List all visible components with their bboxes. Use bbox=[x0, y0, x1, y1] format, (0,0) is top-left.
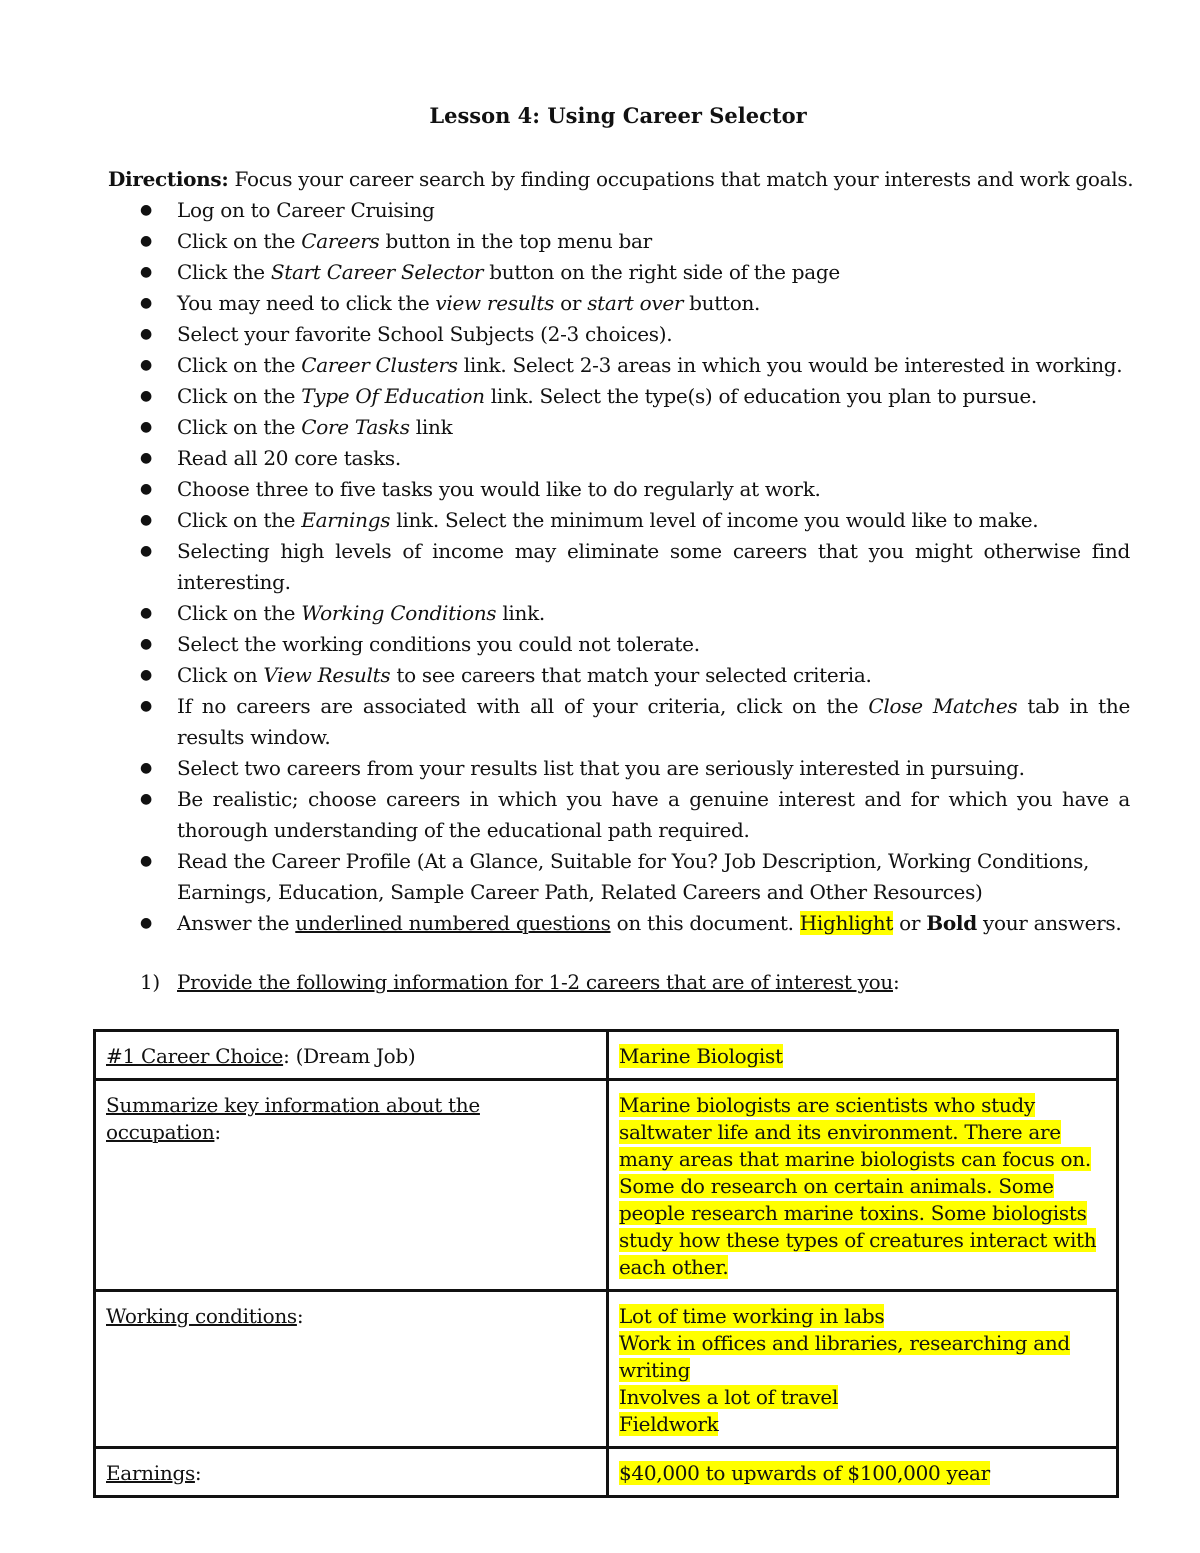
steps-list bbox=[140, 195, 1130, 939]
step-text: Click on the bbox=[177, 508, 302, 532]
step-text: your answers. bbox=[976, 911, 1122, 935]
step-text: Select the working conditions you could not tolerate. bbox=[177, 632, 700, 656]
step-text: Click on the bbox=[177, 384, 302, 408]
question-text: Provide the following information for 1-2 careers that are of interest you bbox=[177, 970, 893, 994]
working-condition-line[interactable]: Fieldwork bbox=[619, 1412, 719, 1436]
career-choice-answer-cell[interactable] bbox=[608, 1031, 1118, 1080]
step-text: Click on the bbox=[177, 415, 302, 439]
step-text: Select your favorite School Subjects (2-3 choices). bbox=[177, 322, 673, 346]
working-conditions-answer-cell[interactable] bbox=[608, 1291, 1118, 1448]
table-row bbox=[95, 1291, 1118, 1448]
step-text: Be realistic; choose careers in which you have a genuine interest and for which you have a thorough understanding of the educational path required. bbox=[177, 787, 1130, 842]
step-text: button in the top menu bar bbox=[379, 229, 652, 253]
list-item bbox=[140, 226, 1130, 257]
step-text: button. bbox=[683, 291, 761, 315]
label-text: Earnings bbox=[106, 1461, 195, 1485]
list-item bbox=[140, 629, 1130, 660]
list-item bbox=[140, 536, 1130, 598]
career-choice-label-cell bbox=[95, 1031, 608, 1080]
list-item bbox=[140, 691, 1130, 753]
career-table bbox=[93, 1029, 1119, 1498]
label-text: Working conditions bbox=[106, 1304, 297, 1328]
step-text: or bbox=[893, 911, 927, 935]
step-text: tab in the results window. bbox=[177, 694, 1130, 749]
working-condition-line[interactable]: Work in offices and libraries, researching and writing bbox=[619, 1331, 1070, 1382]
directions-label: Directions: bbox=[108, 167, 229, 191]
step-text: Click on bbox=[177, 663, 264, 687]
step-text: link. Select the minimum level of income you would like to make. bbox=[390, 508, 1039, 532]
step-text: Click on the bbox=[177, 229, 302, 253]
label-suffix: : bbox=[214, 1120, 221, 1144]
label-underlined bbox=[106, 1044, 283, 1068]
step-text: Log on to Career Cruising bbox=[177, 198, 435, 222]
highlighted-text: Highlight bbox=[799, 911, 894, 935]
step-emphasis: view results bbox=[435, 291, 555, 315]
summary-answer[interactable]: Marine biologists are scientists who study saltwater life and its environment. There are many areas that marine biologists can focus on. Some do research on certain animals. Some people research marine toxins. Some biologists study how these types of creatures interact with each other. bbox=[619, 1093, 1097, 1279]
question-number: 1) bbox=[140, 970, 160, 994]
step-emphasis: Earnings bbox=[301, 508, 391, 532]
step-text: on this document. bbox=[610, 911, 800, 935]
list-item bbox=[140, 474, 1130, 505]
list-item bbox=[140, 443, 1130, 474]
step-text: Click on the bbox=[177, 601, 302, 625]
step-text: Click on the bbox=[177, 353, 302, 377]
step-text: Answer the bbox=[177, 911, 296, 935]
label-suffix: : (Dream Job) bbox=[283, 1044, 416, 1068]
step-emphasis: Start Career Selector bbox=[270, 260, 484, 284]
step-text: Read all 20 core tasks. bbox=[177, 446, 401, 470]
step-emphasis: Career Clusters bbox=[301, 353, 458, 377]
step-text: Read the Career Profile (At a Glance, Suitable for You? Job Description, Working Conditions, Earnings, Education, Sample Career Path, Related Careers and Other Resources) bbox=[177, 849, 1090, 904]
question-1 bbox=[140, 967, 899, 998]
list-item bbox=[140, 598, 1130, 629]
step-text: Click the bbox=[177, 260, 271, 284]
earnings-answer[interactable]: $40,000 to upwards of $100,000 year bbox=[619, 1461, 990, 1485]
page-title: Lesson 4: Using Career Selector bbox=[429, 103, 807, 128]
list-item bbox=[140, 908, 1130, 939]
list-item bbox=[140, 288, 1130, 319]
career-choice-answer[interactable]: Marine Biologist bbox=[619, 1044, 783, 1068]
directions-text: Focus your career search by finding occupations that match your interests and work goals. bbox=[228, 167, 1134, 191]
step-emphasis: Type Of Education bbox=[301, 384, 485, 408]
step-text: link. Select 2-3 areas in which you would be interested in working. bbox=[457, 353, 1123, 377]
step-emphasis: Core Tasks bbox=[301, 415, 410, 439]
step-text: Choose three to five tasks you would like to do regularly at work. bbox=[177, 477, 821, 501]
step-emphasis: Close Matches bbox=[868, 694, 1018, 718]
table-row bbox=[95, 1448, 1118, 1497]
step-text: to see careers that match your selected criteria. bbox=[390, 663, 872, 687]
summary-label-cell bbox=[95, 1080, 608, 1291]
step-emphasis: Working Conditions bbox=[301, 601, 497, 625]
list-item bbox=[140, 257, 1130, 288]
step-text: or bbox=[554, 291, 588, 315]
working-condition-line[interactable]: Involves a lot of travel bbox=[619, 1385, 839, 1409]
summary-answer-cell[interactable] bbox=[608, 1080, 1118, 1291]
list-item bbox=[140, 505, 1130, 536]
list-item bbox=[140, 660, 1130, 691]
list-item bbox=[140, 784, 1130, 846]
step-text: You may need to click the bbox=[177, 291, 436, 315]
step-text: button on the right side of the page bbox=[483, 260, 840, 284]
question-suffix: : bbox=[893, 970, 900, 994]
label-suffix: : bbox=[296, 1304, 304, 1328]
table-row bbox=[95, 1031, 1118, 1080]
bold-text: Bold bbox=[926, 911, 977, 935]
step-text: link bbox=[409, 415, 453, 439]
step-text: If no careers are associated with all of your criteria, click on the bbox=[177, 694, 869, 718]
list-item bbox=[140, 195, 1130, 226]
list-item bbox=[140, 846, 1130, 908]
label-text: #1 Career Choice bbox=[106, 1044, 284, 1068]
list-item bbox=[140, 350, 1130, 381]
label-suffix: : bbox=[194, 1461, 202, 1485]
step-text: link. bbox=[496, 601, 545, 625]
earnings-label-cell bbox=[95, 1448, 608, 1497]
directions-paragraph bbox=[108, 164, 1138, 195]
earnings-answer-cell[interactable] bbox=[608, 1448, 1118, 1497]
underlined-text: underlined numbered questions bbox=[295, 911, 611, 935]
step-text: link. Select the type(s) of education you plan to pursue. bbox=[484, 384, 1037, 408]
step-text: Select two careers from your results list that you are seriously interested in pursuing. bbox=[177, 756, 1025, 780]
step-text: Selecting high levels of income may eliminate some careers that you might otherwise find interesting. bbox=[177, 539, 1130, 594]
list-item bbox=[140, 319, 1130, 350]
working-conditions-label-cell bbox=[95, 1291, 608, 1448]
working-condition-line[interactable]: Lot of time working in labs bbox=[619, 1304, 885, 1328]
label-text: Summarize key information about the occupation bbox=[106, 1093, 480, 1144]
step-emphasis: View Results bbox=[263, 663, 391, 687]
list-item bbox=[140, 381, 1130, 412]
list-item bbox=[140, 753, 1130, 784]
step-emphasis: Careers bbox=[301, 229, 380, 253]
table-row bbox=[95, 1080, 1118, 1291]
list-item bbox=[140, 412, 1130, 443]
step-emphasis: start over bbox=[587, 291, 684, 315]
